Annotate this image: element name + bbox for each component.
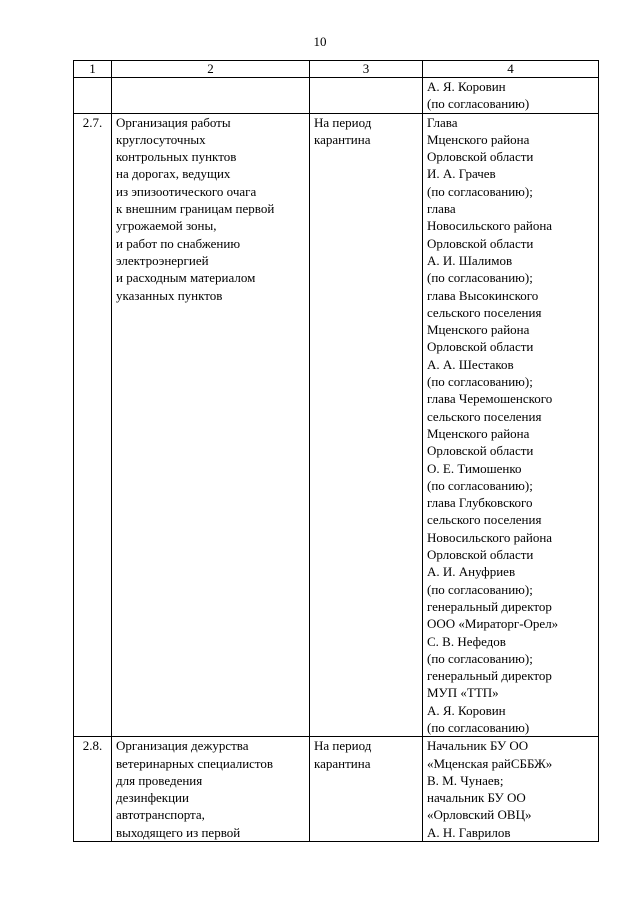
responsible-line: (по согласованию); bbox=[427, 183, 533, 199]
responsible-line: сельского поселения bbox=[427, 408, 542, 424]
row-number-cell: 2.7. bbox=[74, 113, 112, 737]
period-cell bbox=[310, 113, 423, 737]
responsible-line: В. М. Чунаев; bbox=[427, 772, 504, 788]
task-line: из эпизоотического очага bbox=[116, 183, 257, 199]
responsible-line: начальник БУ ОО bbox=[427, 790, 526, 806]
responsible-line: А. А. Шестаков bbox=[427, 356, 514, 372]
task-line: угрожаемой зоны, bbox=[116, 218, 217, 234]
task-line: выходящего из первой bbox=[116, 824, 241, 840]
responsible-line: Мценского района bbox=[427, 425, 530, 441]
column-header: 1 bbox=[74, 61, 112, 78]
responsible-line: Орловской области bbox=[427, 235, 534, 251]
responsible-line: (по согласованию); bbox=[427, 477, 533, 493]
task-line: контрольных пунктов bbox=[116, 149, 237, 165]
period-cell bbox=[310, 78, 423, 114]
column-header: 3 bbox=[310, 61, 423, 78]
task-line: к внешним границам первой bbox=[116, 201, 275, 217]
table-row bbox=[74, 113, 599, 737]
column-header: 2 bbox=[112, 61, 310, 78]
responsible-line: «Мценская райСББЖ» bbox=[427, 755, 553, 771]
responsible-line: Орловской области bbox=[427, 443, 534, 459]
page-number: 10 bbox=[313, 34, 327, 49]
responsible-line: глава Высокинского bbox=[427, 287, 539, 303]
period-cell bbox=[310, 737, 423, 842]
responsible-cell bbox=[423, 78, 599, 114]
measures-table bbox=[73, 60, 599, 842]
responsible-line: генеральный директор bbox=[427, 668, 552, 684]
responsible-line: сельского поселения bbox=[427, 304, 542, 320]
table-row bbox=[74, 737, 599, 842]
responsible-line: Начальник БУ ОО bbox=[427, 738, 529, 754]
task-line: дезинфекции bbox=[116, 790, 189, 806]
responsible-line: С. В. Нефедов bbox=[427, 633, 506, 649]
task-line: указанных пунктов bbox=[116, 287, 223, 303]
responsible-line: Орловской области bbox=[427, 547, 534, 563]
task-line: круглосуточных bbox=[116, 131, 206, 147]
responsible-line: Орловской области bbox=[427, 339, 534, 355]
responsible-line: А. Я. Коровин bbox=[427, 702, 506, 718]
table-row bbox=[74, 78, 599, 114]
task-line: Организация работы bbox=[116, 114, 231, 130]
responsible-line: А. И. Ануфриев bbox=[427, 564, 516, 580]
column-header: 4 bbox=[423, 61, 599, 78]
task-cell bbox=[112, 113, 310, 737]
task-line: электроэнергией bbox=[116, 252, 209, 268]
responsible-line: А. И. Шалимов bbox=[427, 252, 513, 268]
responsible-line: Новосильского района bbox=[427, 529, 553, 545]
responsible-line: (по согласованию) bbox=[427, 719, 530, 735]
task-cell bbox=[112, 737, 310, 842]
task-line: и работ по снабжению bbox=[116, 235, 241, 251]
responsible-line: (по согласованию) bbox=[427, 96, 530, 112]
table-header-row bbox=[74, 61, 599, 78]
responsible-line: Орловской области bbox=[427, 149, 534, 165]
responsible-line: А. Н. Гаврилов bbox=[427, 824, 511, 840]
responsible-line: сельского поселения bbox=[427, 512, 542, 528]
responsible-line: Новосильского района bbox=[427, 218, 553, 234]
period-line: карантина bbox=[314, 131, 371, 147]
task-line: ветеринарных специалистов bbox=[116, 755, 274, 771]
responsible-line: О. Е. Тимошенко bbox=[427, 460, 522, 476]
task-line: на дорогах, ведущих bbox=[116, 166, 231, 182]
responsible-line: (по согласованию); bbox=[427, 650, 533, 666]
responsible-line: А. Я. Коровин bbox=[427, 79, 506, 94]
responsible-line: Мценского района bbox=[427, 131, 530, 147]
row-number-cell: 2.8. bbox=[74, 737, 112, 842]
responsible-cell bbox=[423, 113, 599, 737]
task-line: автотранспорта, bbox=[116, 807, 205, 823]
responsible-line: генеральный директор bbox=[427, 598, 552, 614]
row-number-cell bbox=[74, 78, 112, 114]
responsible-line: глава Глубковского bbox=[427, 495, 533, 511]
period-line: На период bbox=[314, 114, 372, 130]
responsible-line: И. А. Грачев bbox=[427, 166, 496, 182]
responsible-cell bbox=[423, 737, 599, 842]
task-line: и расходным материалом bbox=[116, 270, 256, 286]
responsible-line: Мценского района bbox=[427, 322, 530, 338]
responsible-line: (по согласованию); bbox=[427, 374, 533, 390]
period-line: карантина bbox=[314, 755, 371, 771]
responsible-line: глава bbox=[427, 201, 456, 217]
responsible-line: МУП «ТТП» bbox=[427, 685, 499, 701]
task-cell bbox=[112, 78, 310, 114]
task-line: для проведения bbox=[116, 772, 203, 788]
period-line: На период bbox=[314, 738, 372, 754]
responsible-line: глава Черемошенского bbox=[427, 391, 553, 407]
task-line: Организация дежурства bbox=[116, 738, 249, 754]
responsible-line: (по согласованию); bbox=[427, 581, 533, 597]
responsible-line: ООО «Мираторг-Орел» bbox=[427, 616, 559, 632]
responsible-line: «Орловский ОВЦ» bbox=[427, 807, 532, 823]
responsible-line: (по согласованию); bbox=[427, 270, 533, 286]
responsible-line: Глава bbox=[427, 114, 458, 130]
